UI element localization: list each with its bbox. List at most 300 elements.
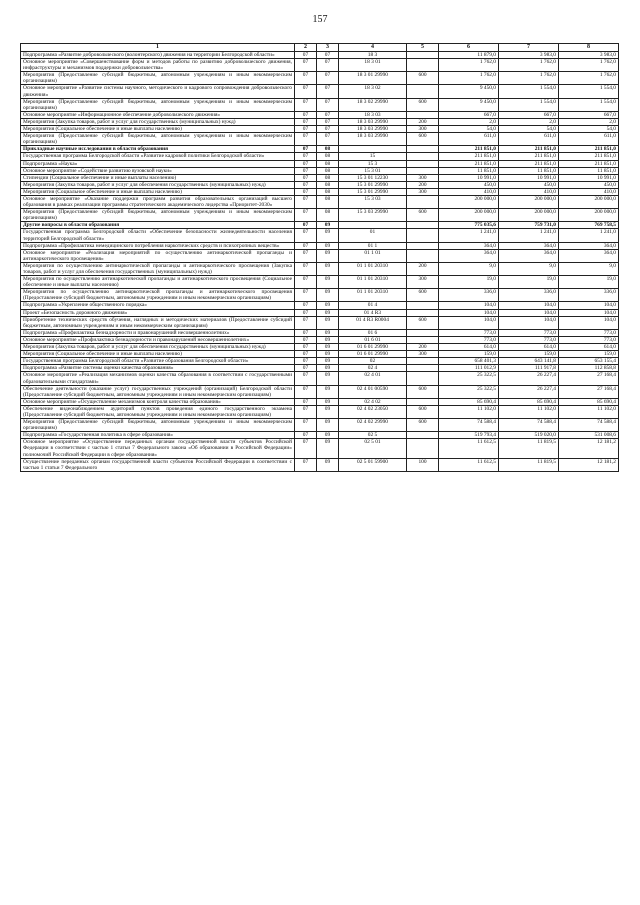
amount-year3-cell: 112 858,8 <box>559 365 619 372</box>
amount-year3-cell: 773,0 <box>559 336 619 343</box>
subsection-cell: 09 <box>317 358 339 365</box>
target-article-cell: 02 <box>339 358 407 365</box>
subsection-cell: 08 <box>317 181 339 188</box>
amount-year1-cell: 11 102,0 <box>439 405 499 418</box>
amount-year1-cell: 9,0 <box>439 262 499 275</box>
table-row <box>21 398 619 405</box>
expense-type-cell: 600 <box>407 72 439 85</box>
row-name-cell: Основное мероприятие «Осуществление механизмов контроля качества образования» <box>21 398 295 405</box>
subsection-cell: 08 <box>317 188 339 195</box>
row-name-cell: Основное мероприятие «Реализация мероприятий по осуществлению антинаркотической пропаганды и антинаркотического просвещения» <box>21 249 295 262</box>
amount-year2-cell: 773,0 <box>499 336 559 343</box>
expense-type-cell: 100 <box>407 458 439 471</box>
amount-year1-cell: 11 612,5 <box>439 458 499 471</box>
amount-year3-cell: 12 181,2 <box>559 458 619 471</box>
amount-year2-cell: 336,0 <box>499 289 559 302</box>
subsection-cell: 09 <box>317 249 339 262</box>
amount-year2-cell: 211 851,0 <box>499 153 559 160</box>
target-article-cell: 15 3 01 29990 <box>339 188 407 195</box>
section-cell: 07 <box>295 398 317 405</box>
expense-type-cell: 600 <box>407 289 439 302</box>
target-article-cell: 02 4 01 00590 <box>339 385 407 398</box>
expense-type-cell <box>407 153 439 160</box>
amount-year3-cell: 336,0 <box>559 289 619 302</box>
target-article-cell: 15 3 03 <box>339 195 407 208</box>
table-row <box>21 316 619 329</box>
expense-type-cell <box>407 146 439 153</box>
row-name-cell: Мероприятия (Предоставление субсидий бюджетным, автономным учреждениям и иным некоммерческим организациям) <box>21 72 295 85</box>
amount-year3-cell: 364,0 <box>559 249 619 262</box>
row-name-cell: Осуществление переданных органам государственной власти субъектов Российской Федерации в соответствии с частью 1 статьи 7 Федерального <box>21 458 295 471</box>
expense-type-cell <box>407 111 439 118</box>
table-row <box>21 419 619 432</box>
target-article-cell: 02 4 02 29990 <box>339 419 407 432</box>
target-article-cell: 18 3 02 <box>339 85 407 98</box>
column-number: 5 <box>407 44 439 52</box>
amount-year1-cell: 775 035,6 <box>439 222 499 229</box>
subsection-cell: 09 <box>317 289 339 302</box>
row-name-cell: Мероприятия (Предоставление субсидий бюджетным, автономным учреждениям и иным некоммерческим организациям) <box>21 133 295 146</box>
amount-year3-cell: 364,0 <box>559 242 619 249</box>
amount-year3-cell: 450,0 <box>559 181 619 188</box>
expense-type-cell <box>407 222 439 229</box>
amount-year1-cell: 211 851,0 <box>439 146 499 153</box>
table-row <box>21 262 619 275</box>
table-row <box>21 439 619 458</box>
amount-year1-cell: 11 851,0 <box>439 167 499 174</box>
amount-year3-cell: 85 690,4 <box>559 398 619 405</box>
subsection-cell: 09 <box>317 419 339 432</box>
section-cell: 07 <box>295 195 317 208</box>
amount-year3-cell: 773,0 <box>559 329 619 336</box>
table-row <box>21 385 619 398</box>
table-row <box>21 289 619 302</box>
section-cell: 07 <box>295 302 317 309</box>
column-number: 6 <box>439 44 499 52</box>
subsection-cell: 07 <box>317 59 339 72</box>
table-row <box>21 146 619 153</box>
section-cell: 07 <box>295 336 317 343</box>
target-article-cell: 01 1 01 20310 <box>339 289 407 302</box>
amount-year1-cell: 2,0 <box>439 118 499 125</box>
target-article-cell: 01 4 <box>339 302 407 309</box>
table-row <box>21 276 619 289</box>
amount-year1-cell: 773,0 <box>439 329 499 336</box>
row-name-cell: Основное мероприятие «Реализация механизмов оценки качества образования в соответствии с государственными образовательными стандартами» <box>21 372 295 385</box>
subsection-cell: 07 <box>317 52 339 59</box>
amount-year3-cell: 211 851,0 <box>559 160 619 167</box>
amount-year3-cell: 1 241,0 <box>559 229 619 242</box>
amount-year2-cell: 11 851,0 <box>499 167 559 174</box>
section-cell: 07 <box>295 358 317 365</box>
amount-year1-cell: 19,0 <box>439 276 499 289</box>
expense-type-cell: 300 <box>407 174 439 181</box>
table-body <box>21 52 619 472</box>
expense-type-cell: 600 <box>407 405 439 418</box>
amount-year2-cell: 104,0 <box>499 302 559 309</box>
target-article-cell: 01 4 R3 <box>339 309 407 316</box>
section-cell: 07 <box>295 309 317 316</box>
table-row <box>21 358 619 365</box>
subsection-cell: 09 <box>317 439 339 458</box>
row-name-cell: Обеспечение деятельности (оказание услуг) государственных учреждений (организаций) Белгородской области (Предоставление субсидий бюджетным, автономным учреждениям и иным некоммерческим организациям) <box>21 385 295 398</box>
expense-type-cell <box>407 432 439 439</box>
subsection-cell: 07 <box>317 133 339 146</box>
table-row <box>21 98 619 111</box>
table-row <box>21 458 619 471</box>
subsection-cell: 09 <box>317 432 339 439</box>
table-row <box>21 351 619 358</box>
row-name-cell: Приобретение технических средств обучения, наглядных и методических материалов (Предоставление субсидий бюджетным, автономным учреждениям и иным некоммерческим организациям) <box>21 316 295 329</box>
section-cell: 07 <box>295 126 317 133</box>
subsection-cell: 08 <box>317 195 339 208</box>
subsection-cell: 08 <box>317 146 339 153</box>
row-name-cell: Мероприятия (Предоставление субсидий бюджетным, автономным учреждениям и иным некоммерческим организациям) <box>21 419 295 432</box>
amount-year1-cell: 11 612,5 <box>439 439 499 458</box>
table-row <box>21 153 619 160</box>
row-name-cell: Мероприятия (Социальное обеспечение и иные выплаты населению) <box>21 351 295 358</box>
row-name-cell: Мероприятия (Социальное обеспечение и иные выплаты населению) <box>21 188 295 195</box>
amount-year1-cell: 85 690,4 <box>439 398 499 405</box>
table-row <box>21 365 619 372</box>
amount-year1-cell: 54,0 <box>439 126 499 133</box>
table-row <box>21 209 619 222</box>
table-row <box>21 372 619 385</box>
amount-year2-cell: 211 851,0 <box>499 146 559 153</box>
target-article-cell: 18 3 03 29990 <box>339 133 407 146</box>
amount-year1-cell: 211 851,0 <box>439 153 499 160</box>
amount-year3-cell: 769 758,5 <box>559 222 619 229</box>
amount-year1-cell: 410,0 <box>439 188 499 195</box>
expense-type-cell <box>407 398 439 405</box>
amount-year3-cell: 1 762,0 <box>559 59 619 72</box>
section-cell: 07 <box>295 160 317 167</box>
table-row <box>21 181 619 188</box>
target-article-cell: 18 3 03 <box>339 111 407 118</box>
subsection-cell: 09 <box>317 365 339 372</box>
row-name-cell: Основное мероприятие «Развитие системы научного, методического и кадрового сопровождения добровольческого движения» <box>21 85 295 98</box>
section-cell: 07 <box>295 98 317 111</box>
table-row <box>21 329 619 336</box>
expense-type-cell <box>407 249 439 262</box>
target-article-cell: 15 <box>339 153 407 160</box>
column-number-row <box>21 44 619 52</box>
target-article-cell: 18 3 01 29990 <box>339 72 407 85</box>
amount-year3-cell: 1 554,0 <box>559 85 619 98</box>
subsection-cell: 08 <box>317 209 339 222</box>
expense-type-cell: 300 <box>407 351 439 358</box>
expense-type-cell: 600 <box>407 419 439 432</box>
target-article-cell: 15 3 01 <box>339 167 407 174</box>
subsection-cell: 09 <box>317 336 339 343</box>
section-cell: 07 <box>295 222 317 229</box>
section-cell: 07 <box>295 181 317 188</box>
amount-year1-cell: 611,0 <box>439 133 499 146</box>
expense-type-cell: 600 <box>407 385 439 398</box>
expense-type-cell: 600 <box>407 133 439 146</box>
section-cell: 07 <box>295 419 317 432</box>
table-row <box>21 174 619 181</box>
amount-year3-cell: 10 991,0 <box>559 174 619 181</box>
expense-type-cell: 200 <box>407 262 439 275</box>
row-name-cell: Основное мероприятие «Осуществление переданных органам государственной власти субъектов Российской Федерации в соответствии с частью 1 статьи 7 Федерального закона «Об образовании в Российской Федерации» полномочий Российской Федерации в сфере образования» <box>21 439 295 458</box>
subsection-cell: 07 <box>317 85 339 98</box>
row-name-cell: Основное мероприятие «Совершенствование форм и методов работы по развитию добровольческого движения, инфраструктуры и механизмов поддержки добровольчества» <box>21 59 295 72</box>
amount-year1-cell: 1 762,0 <box>439 72 499 85</box>
section-cell: 07 <box>295 118 317 125</box>
table-row <box>21 72 619 85</box>
row-name-cell: Подпрограмма «Государственная политика в сфере образования» <box>21 432 295 439</box>
target-article-cell <box>339 222 407 229</box>
subsection-cell: 09 <box>317 242 339 249</box>
column-number: 4 <box>339 44 407 52</box>
row-name-cell: Основное мероприятие «Информационное обеспечение добровольческого движения» <box>21 111 295 118</box>
target-article-cell: 02 4 02 23050 <box>339 405 407 418</box>
target-article-cell: 18 3 03 29990 <box>339 126 407 133</box>
amount-year1-cell: 658 401,3 <box>439 358 499 365</box>
subsection-cell: 09 <box>317 316 339 329</box>
target-article-cell: 02 5 01 59900 <box>339 458 407 471</box>
row-name-cell: Мероприятия (Предоставление субсидий бюджетным, автономным учреждениям и иным некоммерческим организациям) <box>21 209 295 222</box>
section-cell: 07 <box>295 329 317 336</box>
subsection-cell: 09 <box>317 385 339 398</box>
target-article-cell: 01 4 R3 R0004 <box>339 316 407 329</box>
amount-year3-cell: 74 588,4 <box>559 419 619 432</box>
row-name-cell: Основное мероприятие «Профилактика безнадзорности и правонарушений несовершеннолетних» <box>21 336 295 343</box>
amount-year1-cell: 211 851,0 <box>439 160 499 167</box>
amount-year1-cell: 1 762,0 <box>439 59 499 72</box>
expense-type-cell: 300 <box>407 126 439 133</box>
amount-year1-cell: 111 012,9 <box>439 365 499 372</box>
amount-year2-cell: 2,0 <box>499 118 559 125</box>
amount-year2-cell: 19,0 <box>499 276 559 289</box>
amount-year2-cell: 614,0 <box>499 344 559 351</box>
amount-year1-cell: 336,0 <box>439 289 499 302</box>
amount-year3-cell: 9,0 <box>559 262 619 275</box>
amount-year2-cell: 54,0 <box>499 126 559 133</box>
subsection-cell: 09 <box>317 351 339 358</box>
expense-type-cell <box>407 167 439 174</box>
amount-year1-cell: 519 793,4 <box>439 432 499 439</box>
table-row <box>21 405 619 418</box>
amount-year2-cell: 26 227,4 <box>499 372 559 385</box>
amount-year2-cell: 364,0 <box>499 242 559 249</box>
amount-year2-cell: 759 731,0 <box>499 222 559 229</box>
amount-year3-cell: 19,0 <box>559 276 619 289</box>
row-name-cell: Мероприятия (Закупка товаров, работ и услуг для обеспечения государственных (муниципальных) нужд) <box>21 344 295 351</box>
target-article-cell: 15 3 01 12230 <box>339 174 407 181</box>
expense-type-cell <box>407 372 439 385</box>
subsection-cell: 09 <box>317 344 339 351</box>
row-name-cell: Подпрограмма «Развитие добровольческого (волонтерского) движения на территории Белгородской области» <box>21 52 295 59</box>
amount-year2-cell: 667,0 <box>499 111 559 118</box>
row-name-cell: Подпрограмма «Развитие системы оценки качества образования» <box>21 365 295 372</box>
amount-year2-cell: 11 819,5 <box>499 458 559 471</box>
section-cell: 07 <box>295 85 317 98</box>
column-number: 1 <box>21 44 295 52</box>
target-article-cell: 01 <box>339 229 407 242</box>
row-name-cell: Государственная программа Белгородской области «Обеспечение безопасности жизнедеятельности населения территорий Белгородской области» <box>21 229 295 242</box>
amount-year1-cell: 667,0 <box>439 111 499 118</box>
section-cell: 07 <box>295 262 317 275</box>
target-article-cell: 02 4 <box>339 365 407 372</box>
page-number: 157 <box>312 14 328 25</box>
amount-year3-cell: 211 851,0 <box>559 146 619 153</box>
amount-year3-cell: 1 762,0 <box>559 72 619 85</box>
target-article-cell: 18 3 02 29990 <box>339 98 407 111</box>
column-number: 2 <box>295 44 317 52</box>
table-row <box>21 222 619 229</box>
amount-year3-cell: 667,0 <box>559 111 619 118</box>
amount-year1-cell: 104,0 <box>439 302 499 309</box>
section-cell: 07 <box>295 242 317 249</box>
section-cell: 07 <box>295 153 317 160</box>
row-name-cell: Мероприятия по осуществлению антинаркотической пропаганды и антинаркотического просвещения (Социальное обеспечение и иные выплаты населению) <box>21 276 295 289</box>
expense-type-cell <box>407 195 439 208</box>
amount-year2-cell: 1 554,0 <box>499 85 559 98</box>
subsection-cell: 08 <box>317 174 339 181</box>
amount-year2-cell: 1 762,0 <box>499 59 559 72</box>
expense-type-cell <box>407 336 439 343</box>
table-row <box>21 126 619 133</box>
subsection-cell: 08 <box>317 160 339 167</box>
row-name-cell: Подпрограмма «Укрепление общественного порядка» <box>21 302 295 309</box>
budget-table <box>20 43 619 472</box>
subsection-cell: 09 <box>317 229 339 242</box>
expense-type-cell <box>407 309 439 316</box>
column-number: 3 <box>317 44 339 52</box>
section-cell: 07 <box>295 174 317 181</box>
row-name-cell: Мероприятия (Предоставление субсидий бюджетным, автономным учреждениям и иным некоммерческим организациям) <box>21 98 295 111</box>
table-row <box>21 85 619 98</box>
table-row <box>21 160 619 167</box>
row-name-cell: Стипендии (Социальное обеспечение и иные выплаты населению) <box>21 174 295 181</box>
amount-year3-cell: 611,0 <box>559 133 619 146</box>
table-row <box>21 111 619 118</box>
expense-type-cell <box>407 358 439 365</box>
expense-type-cell <box>407 229 439 242</box>
target-article-cell: 01 1 01 <box>339 249 407 262</box>
column-number: 7 <box>499 44 559 52</box>
section-cell: 07 <box>295 432 317 439</box>
table-row <box>21 432 619 439</box>
table-row <box>21 133 619 146</box>
amount-year1-cell: 25 322,5 <box>439 372 499 385</box>
target-article-cell: 02 4 02 <box>339 398 407 405</box>
amount-year3-cell: 104,0 <box>559 309 619 316</box>
amount-year3-cell: 200 000,0 <box>559 209 619 222</box>
section-cell: 07 <box>295 249 317 262</box>
amount-year3-cell: 54,0 <box>559 126 619 133</box>
amount-year3-cell: 614,0 <box>559 344 619 351</box>
target-article-cell: 02 5 <box>339 432 407 439</box>
row-name-cell: Государственная программа Белгородской области «Развитие образования Белгородской области» <box>21 358 295 365</box>
amount-year3-cell: 12 181,2 <box>559 439 619 458</box>
expense-type-cell <box>407 52 439 59</box>
section-cell: 07 <box>295 111 317 118</box>
row-name-cell: Мероприятия (Закупка товаров, работ и услуг для государственных (муниципальных) нужд) <box>21 118 295 125</box>
row-name-cell: Другие вопросы в области образования <box>21 222 295 229</box>
amount-year2-cell: 10 991,0 <box>499 174 559 181</box>
table-row <box>21 52 619 59</box>
subsection-cell: 09 <box>317 405 339 418</box>
section-cell: 07 <box>295 439 317 458</box>
expense-type-cell: 600 <box>407 98 439 111</box>
amount-year2-cell: 104,0 <box>499 316 559 329</box>
target-article-cell: 15 3 <box>339 160 407 167</box>
amount-year2-cell: 410,0 <box>499 188 559 195</box>
amount-year2-cell: 11 102,0 <box>499 405 559 418</box>
section-cell: 07 <box>295 209 317 222</box>
subsection-cell: 07 <box>317 111 339 118</box>
table-row <box>21 195 619 208</box>
table-row <box>21 242 619 249</box>
amount-year3-cell: 27 168,4 <box>559 385 619 398</box>
amount-year1-cell: 9 450,0 <box>439 85 499 98</box>
amount-year2-cell: 450,0 <box>499 181 559 188</box>
subsection-cell: 09 <box>317 329 339 336</box>
amount-year2-cell: 1 762,0 <box>499 72 559 85</box>
section-cell: 07 <box>295 372 317 385</box>
amount-year3-cell: 27 168,4 <box>559 372 619 385</box>
amount-year2-cell: 9,0 <box>499 262 559 275</box>
target-article-cell: 01 1 01 20310 <box>339 262 407 275</box>
row-name-cell: Прикладные научные исследования в области образования <box>21 146 295 153</box>
column-number: 8 <box>559 44 619 52</box>
amount-year1-cell: 200 000,0 <box>439 209 499 222</box>
target-article-cell: 01 6 01 <box>339 336 407 343</box>
row-name-cell: Мероприятия (Закупка товаров, работ и услуг для обеспечения государственных (муниципальных) нужд) <box>21 181 295 188</box>
amount-year2-cell: 159,0 <box>499 351 559 358</box>
expense-type-cell <box>407 302 439 309</box>
row-name-cell: Обеспечение видеонаблюдением аудиторий пунктов проведения единого государственного экзамена (Предоставление субсидий бюджетным, автономным учреждениям и иным некоммерческим организациям) <box>21 405 295 418</box>
amount-year1-cell: 74 588,4 <box>439 419 499 432</box>
amount-year2-cell: 519 020,0 <box>499 432 559 439</box>
target-article-cell: 02 4 01 <box>339 372 407 385</box>
row-name-cell: Мероприятия (Социальное обеспечение и иные выплаты населению) <box>21 126 295 133</box>
amount-year1-cell: 450,0 <box>439 181 499 188</box>
amount-year1-cell: 1 241,0 <box>439 229 499 242</box>
amount-year3-cell: 159,0 <box>559 351 619 358</box>
target-article-cell: 18 3 03 29990 <box>339 118 407 125</box>
amount-year3-cell: 2,0 <box>559 118 619 125</box>
subsection-cell: 09 <box>317 372 339 385</box>
expense-type-cell: 600 <box>407 209 439 222</box>
amount-year2-cell: 1 241,0 <box>499 229 559 242</box>
section-cell: 07 <box>295 405 317 418</box>
amount-year1-cell: 9 450,0 <box>439 98 499 111</box>
amount-year2-cell: 200 000,0 <box>499 195 559 208</box>
expense-type-cell <box>407 439 439 458</box>
row-name-cell: Проект «Безопасность дорожного движения» <box>21 309 295 316</box>
subsection-cell: 09 <box>317 302 339 309</box>
amount-year2-cell: 364,0 <box>499 249 559 262</box>
amount-year3-cell: 3 983,0 <box>559 52 619 59</box>
table-row <box>21 118 619 125</box>
amount-year1-cell: 10 991,0 <box>439 174 499 181</box>
target-article-cell: 15 3 01 29990 <box>339 181 407 188</box>
target-article-cell: 02 5 01 <box>339 439 407 458</box>
amount-year1-cell: 614,0 <box>439 344 499 351</box>
table-row <box>21 344 619 351</box>
section-cell: 07 <box>295 385 317 398</box>
subsection-cell: 07 <box>317 98 339 111</box>
section-cell: 07 <box>295 351 317 358</box>
expense-type-cell: 200 <box>407 118 439 125</box>
section-cell: 07 <box>295 52 317 59</box>
row-name-cell: Государственная программа Белгородской области «Развитие кадровой политики Белгородской области» <box>21 153 295 160</box>
section-cell: 07 <box>295 133 317 146</box>
